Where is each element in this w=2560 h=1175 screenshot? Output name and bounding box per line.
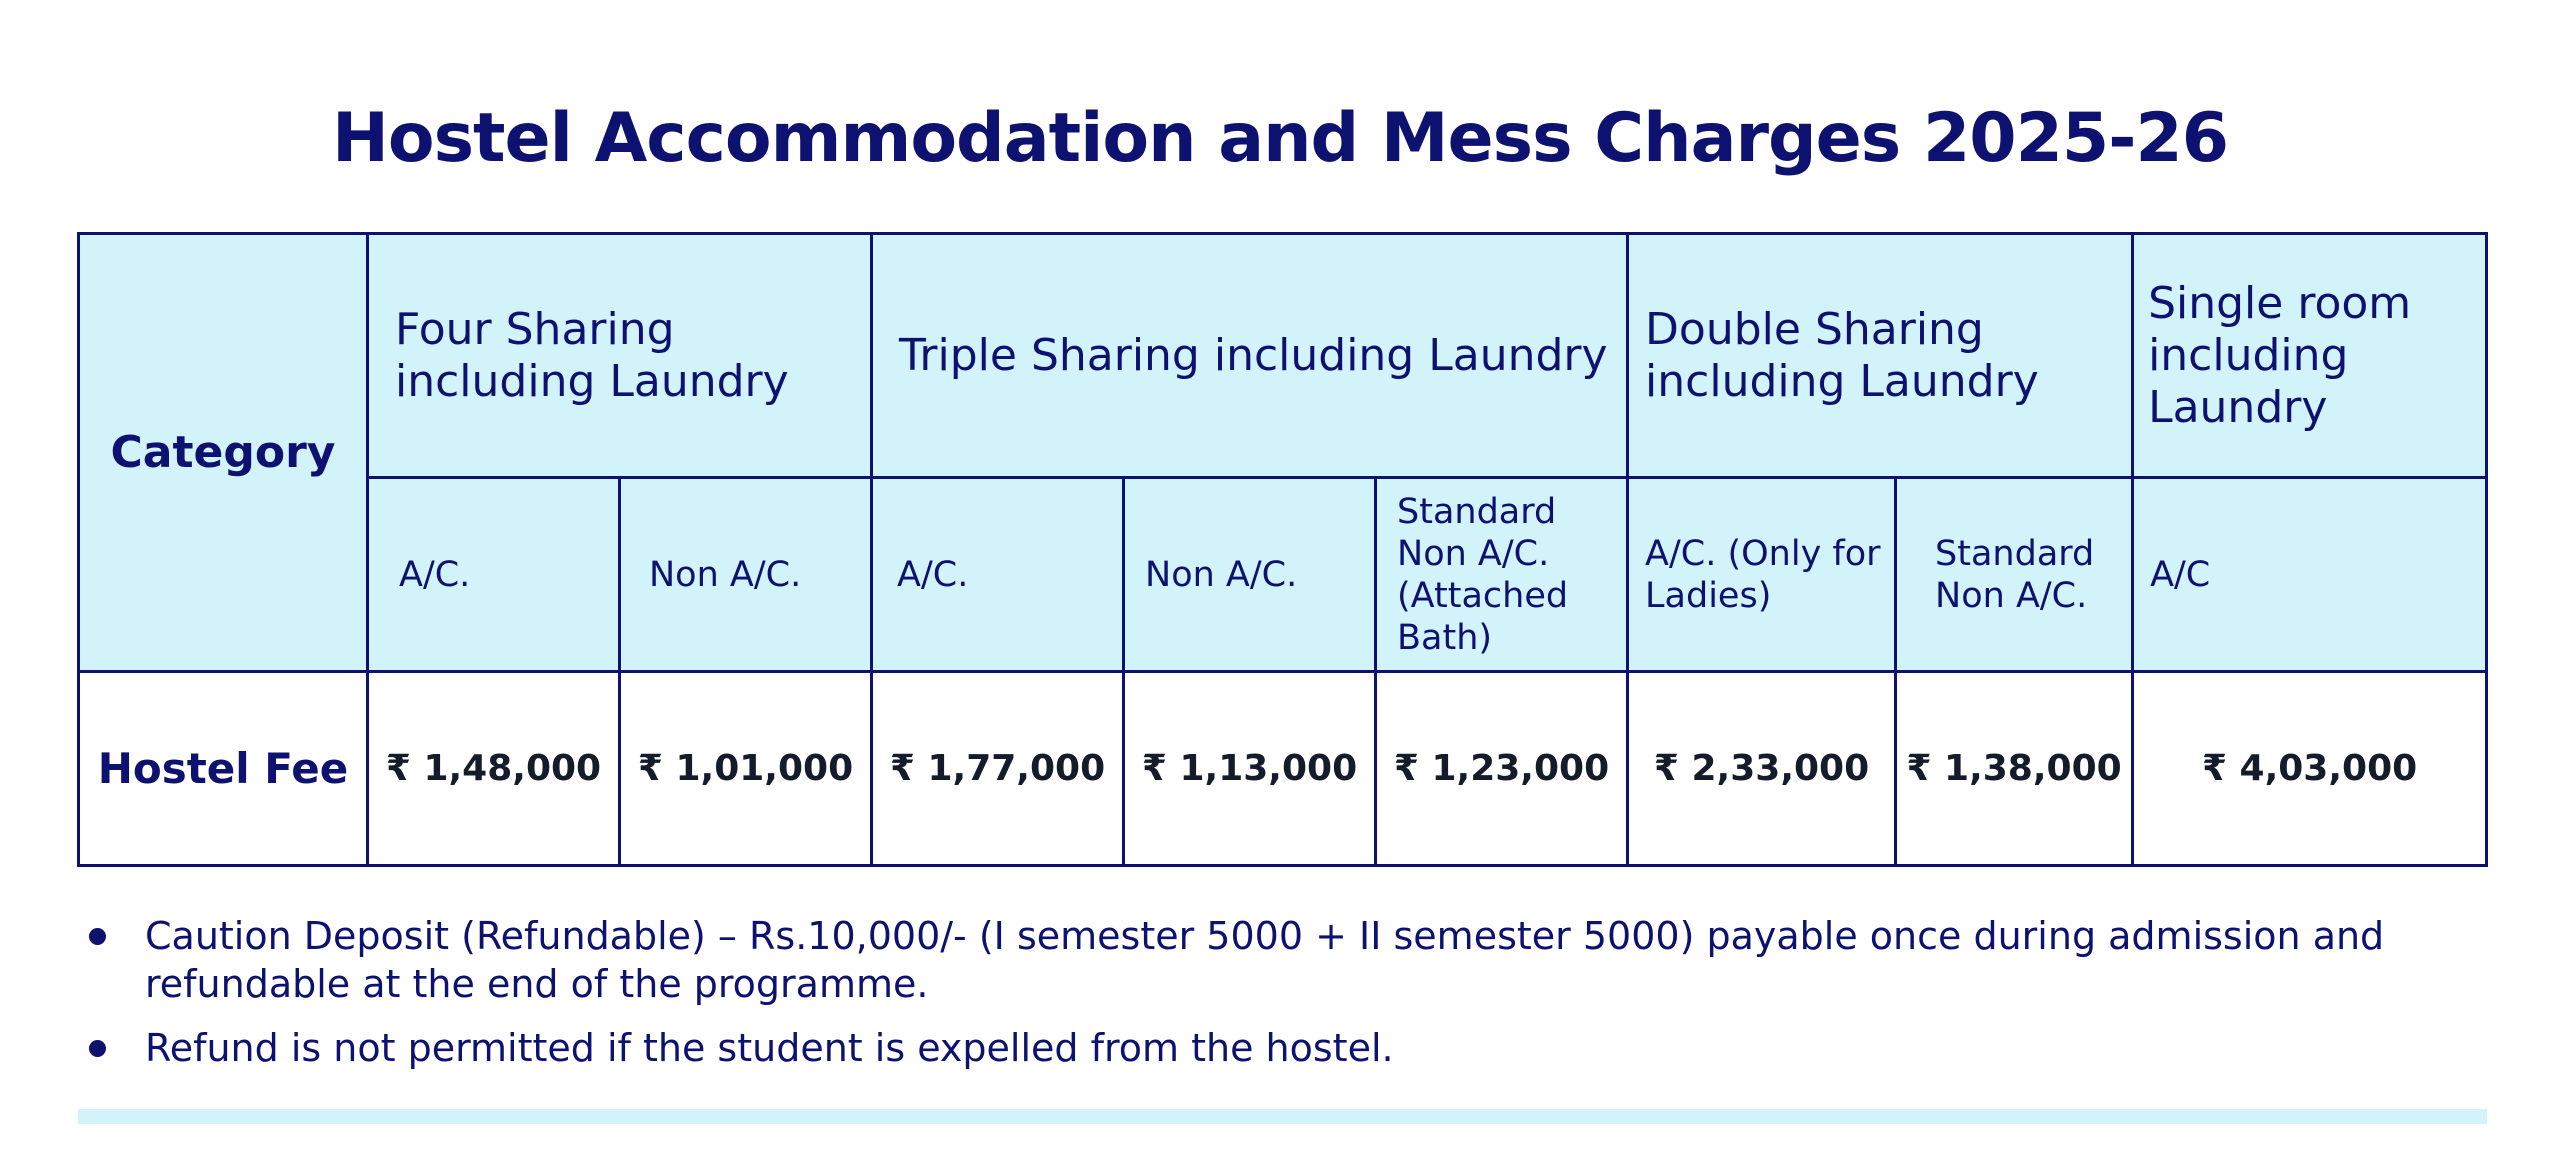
notes-list — [85, 912, 2385, 1088]
group-single-room: Single room including Laundry — [2133, 234, 2487, 478]
hostel-fee-table — [77, 232, 2488, 867]
subheader-triple-standard-non-ac: Standard Non A/C. (Attached Bath) — [1376, 478, 1628, 672]
fee-triple-non-ac: ₹ 1,13,000 — [1124, 672, 1376, 866]
subheader-double-ac-ladies: A/C. (Only for Ladies) — [1628, 478, 1896, 672]
subheader-four-ac: A/C. — [368, 478, 620, 672]
fee-four-ac: ₹ 1,48,000 — [368, 672, 620, 866]
group-four-sharing: Four Sharing including Laundry — [368, 234, 872, 478]
page-title: Hostel Accommodation and Mess Charges 2025-26 — [331, 99, 2229, 178]
row-label-hostel-fee: Hostel Fee — [79, 672, 368, 866]
bullet-icon — [89, 1040, 106, 1057]
subheader-triple-ac: A/C. — [872, 478, 1124, 672]
fee-four-non-ac: ₹ 1,01,000 — [620, 672, 872, 866]
subheader-single-ac: A/C — [2133, 478, 2487, 672]
group-triple-sharing: Triple Sharing including Laundry — [872, 234, 1628, 478]
subheader-double-standard-non-ac: Standard Non A/C. — [1896, 478, 2133, 672]
fee-single-ac: ₹ 4,03,000 — [2133, 672, 2487, 866]
category-header: Category — [79, 234, 368, 672]
fee-double-standard-non-ac: ₹ 1,38,000 — [1896, 672, 2133, 866]
fee-double-ac-ladies: ₹ 2,33,000 — [1628, 672, 1896, 866]
note-refund-policy: Refund is not permitted if the student is expelled from the hostel. — [145, 1026, 1394, 1070]
list-item — [85, 912, 2385, 1008]
fee-triple-standard-non-ac: ₹ 1,23,000 — [1376, 672, 1628, 866]
subheader-triple-non-ac: Non A/C. — [1124, 478, 1376, 672]
fee-triple-ac: ₹ 1,77,000 — [872, 672, 1124, 866]
list-item — [85, 1024, 2385, 1072]
subheader-four-non-ac: Non A/C. — [620, 478, 872, 672]
bullet-icon — [89, 928, 106, 945]
footer-divider — [78, 1109, 2487, 1124]
note-caution-deposit: Caution Deposit (Refundable) – Rs.10,000/- (I semester 5000 + II semester 5000) payable once during admission and refundable at the end of the programme. — [145, 914, 2385, 1006]
group-double-sharing: Double Sharing including Laundry — [1628, 234, 2133, 478]
